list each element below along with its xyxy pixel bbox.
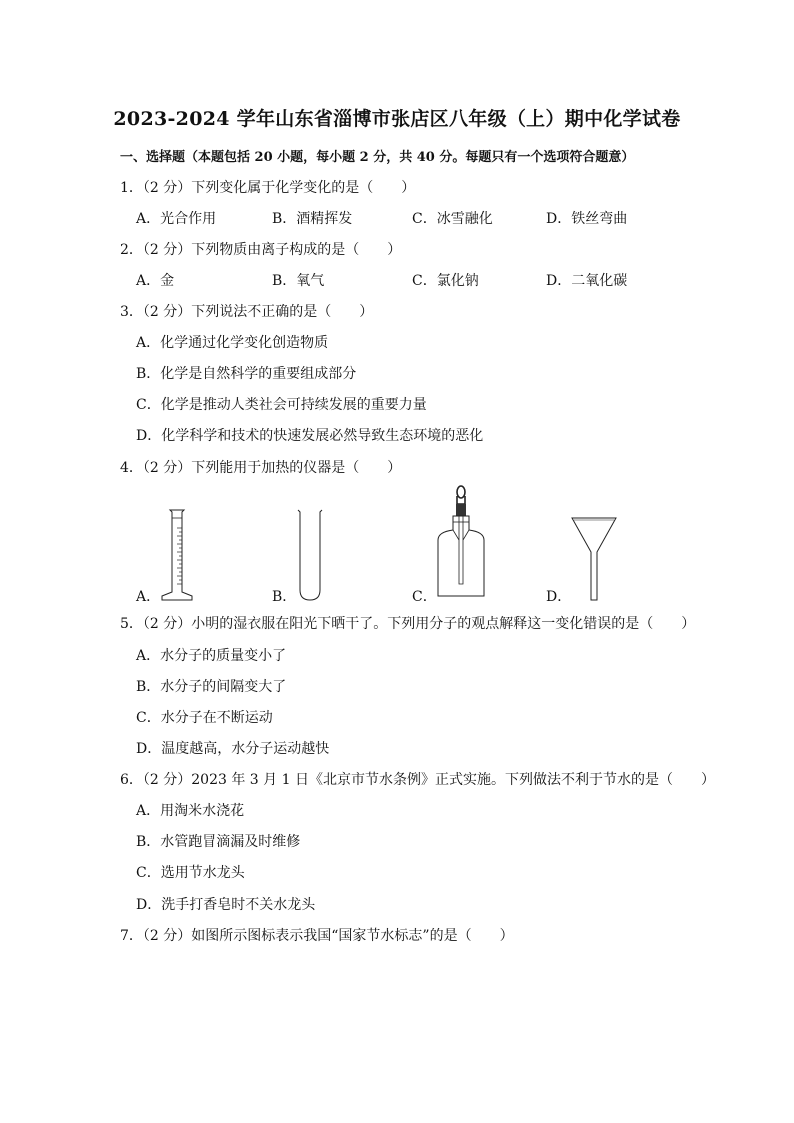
q1-option-d[interactable]: D．铁丝弯曲 <box>546 211 628 227</box>
q2-option-a[interactable]: A．金 <box>136 273 175 289</box>
q4-option-a[interactable]: A． <box>136 589 161 605</box>
q6-option-b[interactable]: B．水管跑冒滴漏及时维修 <box>136 834 301 850</box>
q6-option-a[interactable]: A．用淘米水浇花 <box>136 803 245 819</box>
q2-option-d[interactable]: D．二氧化碳 <box>546 273 628 289</box>
q1-option-a[interactable]: A．光合作用 <box>136 211 217 227</box>
question-2-options <box>136 270 696 290</box>
q6-option-c[interactable]: C．选用节水龙头 <box>136 865 245 881</box>
question-1-options <box>136 208 696 228</box>
q3-option-d[interactable]: D．化学科学和技术的快速发展必然导致生态环境的恶化 <box>136 428 484 444</box>
question-4-stem: 4．（2 分）下列能用于加热的仪器是（ ） <box>120 460 402 476</box>
question-3-stem: 3．（2 分）下列说法不正确的是（ ） <box>120 304 374 320</box>
q5-option-d[interactable]: D．温度越高，水分子运动越快 <box>136 741 330 757</box>
dropper-bottle-image <box>432 482 490 602</box>
section-heading: 一、选择题（本题包括 20 小题，每小题 2 分，共 40 分。每题只有一个选项符合题意） <box>120 150 635 165</box>
question-6-stem: 6．（2 分）2023 年 3 月 1 日《北京市节水条例》正式实施。下列做法不利于节水的是（ ） <box>120 772 715 788</box>
q5-option-b[interactable]: B．水分子的间隔变大了 <box>136 679 287 695</box>
q1-option-c[interactable]: C．冰雪融化 <box>412 211 493 227</box>
test-tube-image <box>292 506 328 602</box>
question-1-stem: 1．（2 分）下列变化属于化学变化的是（ ） <box>120 180 416 196</box>
q3-option-a[interactable]: A．化学通过化学变化创造物质 <box>136 335 329 351</box>
q3-option-c[interactable]: C．化学是推动人类社会可持续发展的重要力量 <box>136 397 427 413</box>
q3-option-b[interactable]: B．化学是自然科学的重要组成部分 <box>136 366 357 382</box>
q2-option-c[interactable]: C．氯化钠 <box>412 273 479 289</box>
page-title: 2023-2024 学年山东省淄博市张店区八年级（上）期中化学试卷 <box>113 108 681 130</box>
q2-option-b[interactable]: B．氧气 <box>272 273 325 289</box>
q4-option-c[interactable]: C． <box>412 589 437 605</box>
question-2-stem: 2．（2 分）下列物质由离子构成的是（ ） <box>120 242 402 258</box>
q6-option-d[interactable]: D．洗手打香皂时不关水龙头 <box>136 897 316 913</box>
q5-option-a[interactable]: A．水分子的质量变小了 <box>136 648 287 664</box>
q4-option-d[interactable]: D． <box>546 589 572 605</box>
question-5-stem: 5．（2 分）小明的湿衣服在阳光下晒干了。下列用分子的观点解释这一变化错误的是（ ） <box>120 616 696 632</box>
funnel-image <box>568 512 620 602</box>
q4-option-b[interactable]: B． <box>272 589 297 605</box>
q5-option-c[interactable]: C．水分子在不断运动 <box>136 710 273 726</box>
question-7-stem: 7．（2 分）如图所示图标表示我国“国家节水标志”的是（ ） <box>120 928 514 944</box>
q1-option-b[interactable]: B．酒精挥发 <box>272 211 353 227</box>
